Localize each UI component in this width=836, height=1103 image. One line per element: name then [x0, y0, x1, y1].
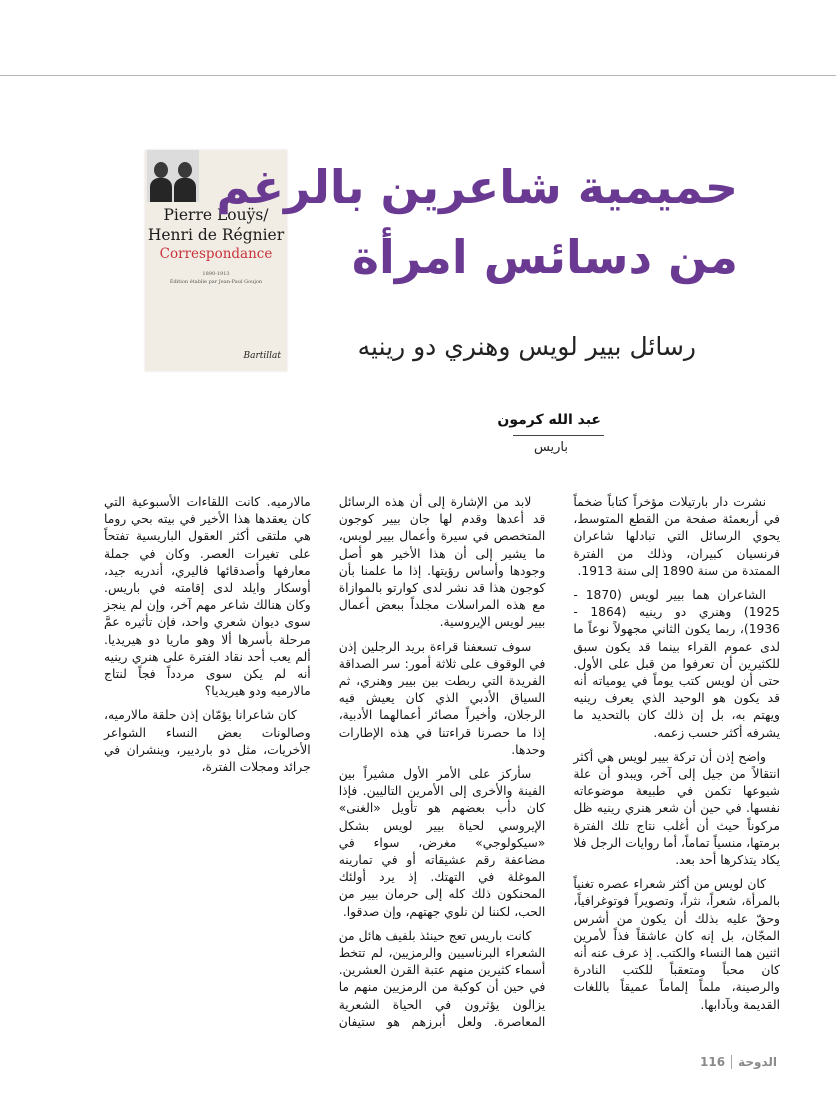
page-footer	[700, 1055, 777, 1069]
cover-publisher-logo: Bartillat	[243, 351, 281, 361]
headline-line-1: حميمية شاعرين بالرغم	[216, 160, 738, 214]
paragraph: كانت باريس تعج حينئذ بلفيف هائل من الشعراء البرناسيين والرمزيين، لم تتخط أسماء كثيرين منهم عتبة القرن العشرين. في حين أن كوكبة من الرمزيين منهم ما يزالون يؤثرون في الحياة الشعرية المعاصرة. ولعل أبرزهم هو ستيفان مالارميه. كانت اللقاءات الأسبوعية التي كان يعقدها هذا الأخير في بيته بحي روما هي ملتقى أكثر العقول الباريسية تفتحاً على تغيرات العصر. وكان في جملة معارفها وأصدقائها فاليري، أندريه جيد، أوسكار وايلد لدى إقامته في باريس. وكان هنالك شاعر مهم آخر، وإن لم ينجز سوى ديوان شعري واحد، فإن تأثيره عمَّ مرحلة بأسرها ألا وهو ماريا دو هيريديا. ألم يعب أحد نقاد الفترة على هنري رينيه أنه لم يكن سوى مردداً فجاً لنتاج مالارميه ودو هيريديا؟	[104, 495, 546, 1029]
paragraph: نشرت دار بارتيلات مؤخراً كتاباً ضخماً في أربعمئة صفحة من القطع المتوسط، يحوي الرسائل التي تبادلها شاعران فرنسيان كبيران، وذلك من الفترة الممتدة من سنة 1890 إلى سنة 1913.	[573, 495, 780, 578]
magazine-logo: الدوحة	[738, 1055, 777, 1069]
paragraph: سأركز على الأمر الأول مشيراً بين الفينة والأخرى إلى الأمرين التاليين. فإذا كان دأب بعضهم هو تأويل «الغنى» الإيروسي لحياة بيير لويس بشكل «سيكولوجي» مغرض، سواء في مضاعفة رقم عشيقاته أو في تمارينه الموغلة في التهتك. إذ يرد أولئك المحنكون ذلك كله إلى حرمان بيير من الحب، لكننا لن نلوي جهتهم، وإن صدقوا.	[338, 767, 546, 919]
headline-line-2: من دسائس امرأة	[351, 230, 738, 284]
footer-divider	[731, 1055, 732, 1069]
cover-edition-note: Édition établie par Jean-Paul Goujon	[169, 279, 263, 285]
cover-portrait-photo	[147, 150, 199, 202]
top-rule	[0, 75, 836, 76]
paragraph: كان شاعرانا يؤمّان إذن حلقة مالارميه، وصالونات بعض النساء الشواعر الأخريات، مثل دو بارديير، وينشران في جرائد ومجلات الفترة،	[104, 708, 311, 775]
cover-years: 1890-1913	[202, 271, 230, 277]
cover-author-2: Henri de Régnier	[147, 226, 285, 244]
article-body	[104, 494, 780, 1036]
page-number: 116	[700, 1055, 726, 1069]
cover-author-1: Pierre Louÿs/	[163, 206, 269, 224]
byline-city: باريس	[533, 440, 568, 455]
paragraph: الشاعران هما بيير لويس (1870 - 1925) وهنري دو رينيه (1864 - 1936)، ربما يكون الثاني مجهولاً نوعاً ما لدى عموم القراء بينما قد يكون سبق للكثيرين أن تعرفوا من قبل على الأول. حتى أن لويس كتب يوماً في يومياته أنه قد يكون هو الوحيد الذي يعرف رينيه ويهتم به، بل إن ذلك كان بالتحديد ما يشرفه أكثر حسب زعمه.	[573, 588, 780, 740]
paragraph: سوف تسعفنا قراءة بريد الرجلين إذن في الوقوف على ثلاثة أمور: سر الصداقة الفريدة التي ربطت بين بيير وهنري، ثم السياق الأدبي الذي كان يعيش فيه الرجلان، وأخيراً مصائر أعمالهما الأدبية، إذا ما حصرنا قراءتنا في هذه الإطارات وحدها.	[338, 639, 546, 757]
paragraph: لابد من الإشارة إلى أن هذه الرسائل قد أعدها وقدم لها جان بيير كوجون المتخصص في سيرة وأعمال بيير لويس، ما يشير إلى أن هذا الأخير هو أصل وجودها وأساس رؤيتها. إذا ما علمنا بأن كوجون هذا قد نشر لدى كوارتو بالموازاة مع هذه المراسلات مجلداً ببعض أعمال بيير لويس الإيروسية.	[338, 495, 546, 630]
byline-rule	[513, 435, 604, 436]
paragraph: واضح إذن أن تركة بيير لويس هي أكثر انتقالاً من جيل إلى آخر، ويبدو أن علة شيوعها تكمن في طبيعة موضوعاته نفسها. في حين أن شعر هنري رينيه ظل مركوناً حيث أن أغلب نتاج تلك الفترة برمتها، منسياً تماماً، أما روايات الرجل فلا يكاد يتذكرها أحد بعد.	[573, 749, 780, 868]
paragraph: كان لويس من أكثر شعراء عصره تغنياً بالمرأة، شعراً، نثراً، وتصويراً فوتوغرافياً، وحقّ عليه بذلك أن يكون من أشرس المجّان، بل إنه كان عاشقاً فذاً لأمرين اثنين هما النساء والكتب. إذ عرف عنه أنه كان محباً ومتعقباً للكتب النادرة والرصينة، ملماً إلماماً عميقاً باللغات القديمة وبآدابها.	[573, 877, 780, 1012]
article-subtitle: رسائل بيير لويس وهنري دو رينيه	[357, 332, 696, 361]
byline-author: عبد الله كرمون	[497, 412, 601, 428]
cover-title: Correspondance	[159, 246, 273, 262]
